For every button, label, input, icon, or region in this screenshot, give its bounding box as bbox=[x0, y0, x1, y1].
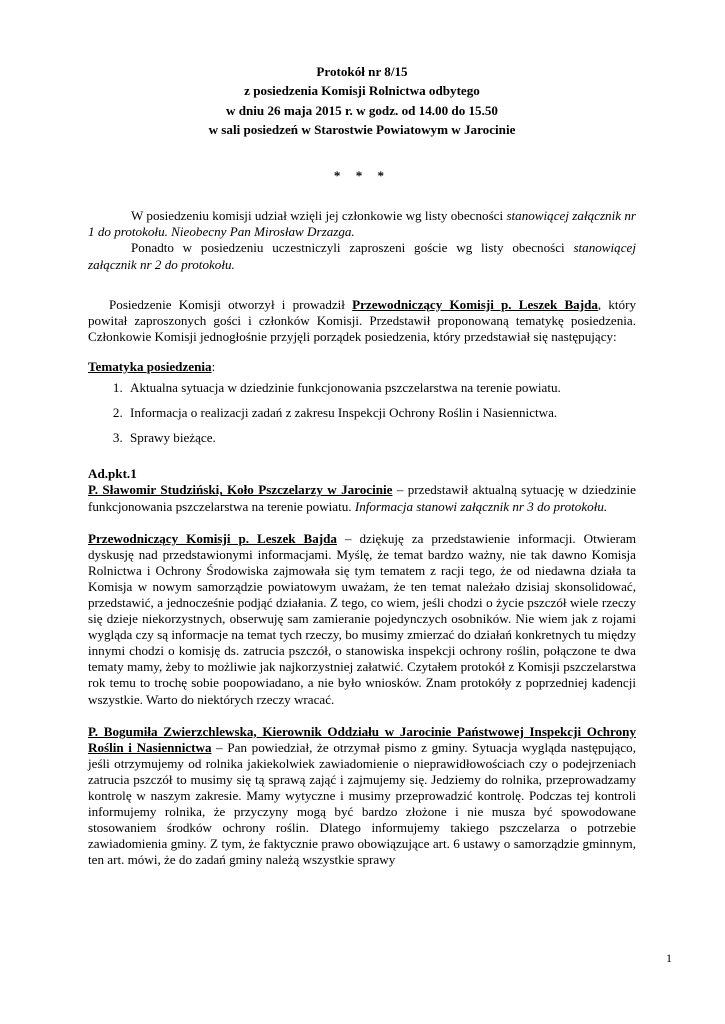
attendance-note-2: stanowiącej załącznik nr 2 do protokołu. bbox=[88, 240, 636, 272]
title-line-2: z posiedzenia Komisji Rolnictwa odbytego bbox=[244, 83, 480, 99]
document-title bbox=[88, 62, 636, 139]
title-line-3: w dniu 26 maja 2015 r. w godz. od 14.00 do 15.50 bbox=[226, 102, 498, 118]
section1-text: – przedstawił aktualną sytuację w dziedzinie funkcjonowania pszczelarstwa na terenie powiatu. bbox=[88, 482, 636, 514]
document-body bbox=[88, 62, 636, 868]
opening-pre: Posiedzenie Komisji otworzył i prowadził bbox=[109, 296, 353, 312]
inspector-statement-text: – Pan powiedział, że otrzymał pismo z gminy. Sytuacja wygląda następująco, jeśli otrzymujemy od rolnika jakiekolwiek zawiadomienie o nieprawidłowościach czy o podejrzeniach zatrucia pszczół to musimy się tą sprawą zająć i zajmujemy się. Jedziemy do rolnika, przeprowadzamy kontrolę w naszym zakresie. Mamy wytyczne i musimy przeprowadzić kontrolę. Podczas tej kontroli informujemy rolnika, że przyczyny mogą być bardzo złożone i nie musza być spowodowane stosowaniem środków ochrony roślin. Dlatego informujemy takiego pszczelarza o potrzebie zawiadomienia gminy. Z tym, że faktycznie prawo obowiązujące art. 6 ustawy o samorządzie gminnym, ten art. mówi, że do zadań gminy należą wszystkie sprawy bbox=[88, 739, 637, 868]
speaker-name: P. Sławomir Studziński, Koło Pszczelarzy w Jarocinie bbox=[88, 482, 393, 498]
title-line-4: w sali posiedzeń w Starostwie Powiatowym w Jarocinie bbox=[208, 121, 516, 137]
page-number: 1 bbox=[666, 951, 672, 965]
attendance-note-1: stanowiącej załącznik nr 1 do protokołu. Nieobecny Pan Mirosław Drzazga. bbox=[88, 208, 636, 240]
agenda-item: 2. Informacja o realizacji zadań z zakresu Inspekcji Ochrony Roślin i Nasiennictwa. bbox=[126, 405, 636, 421]
agenda-heading-line bbox=[88, 359, 636, 375]
attendance-paragraph-2 bbox=[88, 240, 636, 272]
agenda-item: 1. Aktualna sytuacja w dziedzinie funkcjonowania pszczelarstwa na terenie powiatu. bbox=[126, 380, 636, 396]
agenda-colon: : bbox=[211, 358, 216, 374]
title-line-1: Protokół nr 8/15 bbox=[316, 64, 408, 79]
speaker-name: Przewodniczący Komisji p. Leszek Bajda bbox=[88, 530, 337, 546]
agenda-item: 3. Sprawy bieżące. bbox=[126, 430, 636, 446]
attendance-paragraph-1 bbox=[88, 208, 636, 240]
chair-name: Przewodniczący Komisji p. Leszek Bajda bbox=[352, 296, 598, 312]
attendance-text-2: Ponadto w posiedzeniu uczestniczyli zaproszeni goście wg listy obecności bbox=[131, 240, 574, 256]
chair-statement bbox=[88, 531, 636, 708]
agenda-heading: Tematyka posiedzenia bbox=[88, 358, 212, 374]
section1-note: Informacja stanowi załącznik nr 3 do protokołu. bbox=[354, 498, 608, 514]
speaker-name: P. Bogumiła Zwierzchlewska, Kierownik Oddziału w Jarocinie Państwowej Inspekcji Ochrony Roślin i Nasiennictwa bbox=[88, 723, 636, 755]
agenda-list bbox=[88, 380, 636, 446]
inspector-statement bbox=[88, 724, 636, 869]
section1-paragraph bbox=[88, 482, 636, 514]
section-heading: Ad.pkt.1 bbox=[88, 466, 137, 482]
chair-statement-text: – dziękuję za przedstawienie informacji. Otwieram dyskusję nad przedstawionymi informacjami. Myślę, że temat bardzo ważny, nie tak dawno Komisja Rolnictwa i Ochrony Środowiska zajmowała się tym tematem z racji tego, że od niedawna działa ta Komisja w nowym samorządzie powiatowym uważam, że ten temat należało dzisiaj skonsolidować, przedstawić, a jednocześnie podjąć działania. Z tego, co wiem, jeśli chodzi o życie pszczół wiele rzeczy się dzieje niekorzystnych, obserwuję sam zamieranie pojedynczych osobników. Nie wiem jak z rojami wygląda czy są informacje na temat tych rzeczy, bo musimy zmierzać do działań konkretnych tu między innymi chodzi o komisję ds. zatrucia pszczół, o stanowiska inspekcji ochrony roślin, połączone te dwa tematy mamy, żeby to możliwie jak najkorzystniej załatwić. Czytałem protokół z Komisji pszczelarstwa rok temu to trochę sobie poopowiadano, a nie było wniosków. Znam protokóły z poprzedniej kadencji wszystkie. Warto do niektórych rzeczy wracać. bbox=[88, 530, 636, 707]
attendance-text-1: W posiedzeniu komisji udział wzięli jej członkowie wg listy obecności bbox=[131, 208, 507, 224]
opening-post: , który powitał zaproszonych gości i członków Komisji. Przedstawił proponowaną tematykę posiedzenia. Członkowie Komisji jednogłośnie przyjęli porządek posiedzenia, który przedstawiał się następujący: bbox=[88, 296, 637, 344]
opening-paragraph bbox=[88, 297, 636, 345]
section-separator: * * * bbox=[333, 168, 391, 184]
